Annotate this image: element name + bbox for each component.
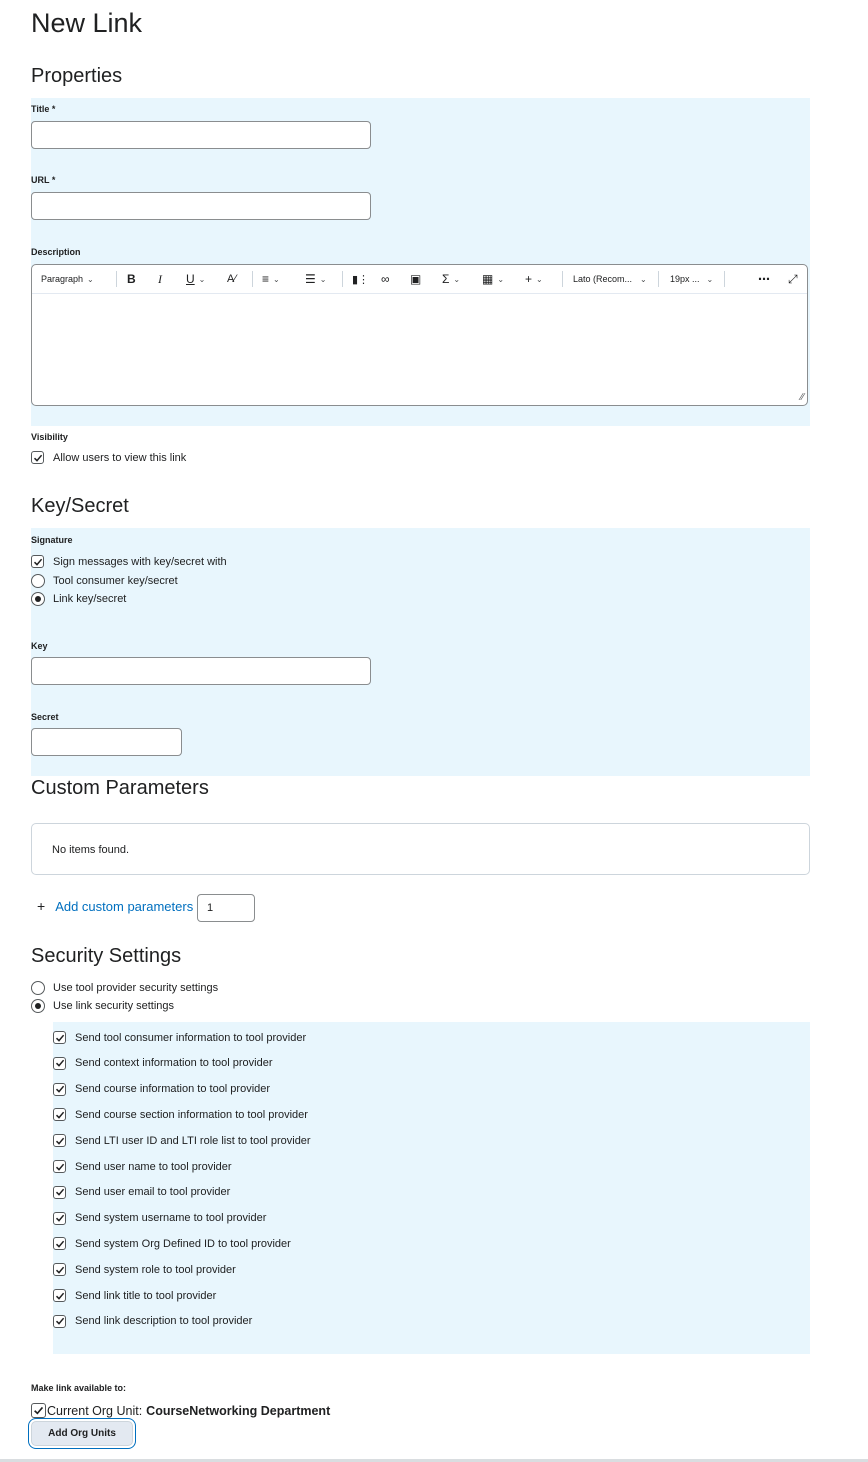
tool-provider-security-row[interactable] xyxy=(31,981,218,995)
url-input[interactable] xyxy=(31,192,371,220)
editor-toolbar xyxy=(32,265,807,294)
bulleted-list-icon: ☰ xyxy=(305,272,316,286)
add-org-units-button[interactable]: Add Org Units xyxy=(31,1421,133,1446)
check-icon xyxy=(55,1316,65,1326)
visibility-option-label: Allow users to view this link xyxy=(53,451,187,464)
sign-messages-label: Sign messages with key/secret with xyxy=(53,555,227,568)
security-option-label: Send user name to tool provider xyxy=(75,1160,232,1173)
chevron-down-icon: ⌄ xyxy=(198,274,206,284)
security-option-checkbox[interactable] xyxy=(53,1108,66,1121)
font-size-value: 19px ... xyxy=(670,274,700,284)
plus-icon: + xyxy=(37,898,46,914)
security-option-row[interactable] xyxy=(53,1289,216,1302)
security-option-row[interactable] xyxy=(53,1315,252,1328)
security-option-label: Send context information to tool provider xyxy=(75,1057,273,1070)
description-editor[interactable] xyxy=(31,264,808,406)
org-unit-prefix: Current Org Unit: xyxy=(47,1403,143,1418)
security-option-row[interactable] xyxy=(53,1263,236,1276)
security-option-label: Send course information to tool provider xyxy=(75,1083,271,1096)
check-icon xyxy=(55,1084,65,1094)
chevron-down-icon: ⌄ xyxy=(453,274,461,284)
secret-input[interactable] xyxy=(31,728,182,756)
security-option-label: Send LTI user ID and LTI role list to tool provider xyxy=(75,1134,311,1147)
tool-consumer-radio-row[interactable] xyxy=(31,574,178,588)
security-option-checkbox[interactable] xyxy=(53,1315,66,1328)
bold-icon[interactable]: B xyxy=(127,272,136,286)
security-option-label: Send link description to tool provider xyxy=(75,1315,253,1328)
toolbar-separator xyxy=(658,271,659,287)
insert-stuff-icon[interactable]: ▮⋮ xyxy=(352,273,370,286)
security-option-checkbox[interactable] xyxy=(53,1057,66,1070)
chevron-down-icon: ⌄ xyxy=(87,274,94,284)
security-option-checkbox[interactable] xyxy=(53,1160,66,1173)
toolbar-separator xyxy=(116,271,117,287)
security-option-row[interactable] xyxy=(53,1083,270,1096)
insert-dropdown[interactable] xyxy=(525,271,543,287)
link-icon[interactable]: ∞ xyxy=(381,272,390,286)
security-option-row[interactable] xyxy=(53,1186,230,1199)
tool-consumer-radio[interactable] xyxy=(31,574,45,588)
title-label: Title * xyxy=(31,104,56,114)
security-option-row[interactable] xyxy=(53,1160,232,1173)
check-icon xyxy=(55,1136,65,1146)
check-icon xyxy=(55,1162,65,1172)
link-key-label: Link key/secret xyxy=(53,593,127,605)
fullscreen-icon[interactable]: ⤢ xyxy=(788,271,798,286)
security-option-checkbox[interactable] xyxy=(53,1083,66,1096)
properties-heading: Properties xyxy=(31,65,123,87)
resize-handle-icon[interactable]: ∕∕ xyxy=(800,392,804,403)
custom-parameters-list xyxy=(31,823,810,875)
visibility-label: Visibility xyxy=(31,432,68,442)
text-format-icon[interactable]: A⁄ xyxy=(227,273,237,285)
description-label: Description xyxy=(31,247,81,257)
security-option-label: Send user email to tool provider xyxy=(75,1186,231,1199)
security-option-row[interactable] xyxy=(53,1134,311,1147)
custom-parameters-count-input[interactable] xyxy=(197,894,255,922)
security-option-checkbox[interactable] xyxy=(53,1263,66,1276)
visibility-checkbox-row[interactable] xyxy=(31,451,186,464)
chevron-down-icon: ⌄ xyxy=(536,274,543,284)
security-option-label: Send tool consumer information to tool provider xyxy=(75,1031,307,1044)
toolbar-separator xyxy=(342,271,343,287)
link-security-radio[interactable] xyxy=(31,999,45,1013)
security-option-checkbox[interactable] xyxy=(53,1134,66,1147)
empty-state-text: No items found. xyxy=(52,844,130,856)
security-heading: Security Settings xyxy=(31,945,182,967)
page-title: New Link xyxy=(31,8,143,38)
security-option-checkbox[interactable] xyxy=(53,1212,66,1225)
org-unit-name: CourseNetworking Department xyxy=(146,1403,331,1418)
tool-provider-security-radio[interactable] xyxy=(31,981,45,995)
secret-label: Secret xyxy=(31,712,59,722)
org-unit-checkbox[interactable] xyxy=(31,1403,46,1418)
key-label: Key xyxy=(31,641,48,651)
check-icon xyxy=(55,1265,65,1275)
equation-dropdown[interactable] xyxy=(442,271,460,287)
toolbar-separator xyxy=(724,271,725,287)
link-key-radio-row[interactable] xyxy=(31,592,126,606)
plus-icon: + xyxy=(525,272,533,286)
signature-label: Signature xyxy=(31,535,73,545)
security-option-row[interactable] xyxy=(53,1212,266,1225)
custom-parameters-heading: Custom Parameters xyxy=(31,777,209,799)
sigma-icon: Σ xyxy=(442,272,450,286)
availability-label: Make link available to: xyxy=(31,1383,127,1393)
list-dropdown[interactable] xyxy=(305,271,326,287)
tool-consumer-label: Tool consumer key/secret xyxy=(53,575,178,587)
title-input[interactable] xyxy=(31,121,371,149)
chevron-down-icon: ⌄ xyxy=(319,274,327,284)
block-format-dropdown[interactable] xyxy=(41,271,94,287)
check-icon xyxy=(55,1213,65,1223)
table-icon: ▦ xyxy=(482,272,494,286)
chevron-down-icon: ⌄ xyxy=(273,274,280,284)
align-dropdown[interactable] xyxy=(262,271,280,287)
security-option-label: Send system Org Defined ID to tool provider xyxy=(75,1237,291,1250)
chevron-down-icon: ⌄ xyxy=(640,274,647,284)
chevron-down-icon: ⌄ xyxy=(497,274,505,284)
toolbar-separator xyxy=(562,271,563,287)
tool-provider-security-label: Use tool provider security settings xyxy=(53,982,219,994)
align-left-icon: ≡ xyxy=(262,272,270,286)
security-option-row[interactable] xyxy=(53,1031,306,1044)
link-security-row[interactable] xyxy=(31,999,174,1013)
security-option-checkbox[interactable] xyxy=(53,1186,66,1199)
security-option-row[interactable] xyxy=(53,1108,308,1121)
link-security-label: Use link security settings xyxy=(53,1000,175,1012)
check-icon xyxy=(33,453,43,463)
key-secret-heading: Key/Secret xyxy=(31,495,129,517)
key-input[interactable] xyxy=(31,657,371,685)
image-icon[interactable]: ▣ xyxy=(410,272,422,286)
sign-messages-row[interactable] xyxy=(31,555,227,568)
sign-messages-checkbox[interactable] xyxy=(31,555,44,568)
security-option-checkbox[interactable] xyxy=(53,1237,66,1250)
check-icon xyxy=(55,1291,65,1301)
security-option-checkbox[interactable] xyxy=(53,1289,66,1302)
url-label: URL * xyxy=(31,175,56,185)
security-option-label: Send system username to tool provider xyxy=(75,1212,267,1225)
block-format-value: Paragraph xyxy=(41,274,84,284)
italic-icon[interactable]: I xyxy=(158,271,162,286)
check-icon xyxy=(55,1110,65,1120)
security-option-label: Send link title to tool provider xyxy=(75,1289,217,1302)
add-custom-parameters-row xyxy=(37,898,193,914)
font-family-value: Lato (Recom... xyxy=(573,274,633,284)
check-icon xyxy=(55,1187,65,1197)
link-key-radio[interactable] xyxy=(31,592,45,606)
security-option-label: Send system role to tool provider xyxy=(75,1263,236,1276)
check-icon xyxy=(55,1033,65,1043)
underline-dropdown[interactable] xyxy=(186,271,205,287)
more-icon[interactable]: ⋯ xyxy=(758,272,770,286)
check-icon xyxy=(55,1058,65,1068)
security-option-row[interactable] xyxy=(53,1057,273,1070)
org-unit-row[interactable] xyxy=(31,1403,330,1418)
font-family-dropdown[interactable] xyxy=(573,271,647,287)
table-dropdown[interactable] xyxy=(482,271,504,287)
underline-icon: U xyxy=(186,272,195,286)
add-custom-parameters-link[interactable]: Add custom parameters xyxy=(55,898,194,914)
toolbar-separator xyxy=(252,271,253,287)
check-icon xyxy=(55,1239,65,1249)
security-options-panel xyxy=(53,1022,810,1354)
security-option-row[interactable] xyxy=(53,1237,291,1250)
check-icon xyxy=(33,1405,44,1416)
check-icon xyxy=(33,557,43,567)
security-option-checkbox[interactable] xyxy=(53,1031,66,1044)
font-size-dropdown[interactable] xyxy=(670,271,713,287)
visibility-checkbox[interactable] xyxy=(31,451,44,464)
security-option-label: Send course section information to tool provider xyxy=(75,1108,308,1121)
chevron-down-icon: ⌄ xyxy=(706,274,714,284)
